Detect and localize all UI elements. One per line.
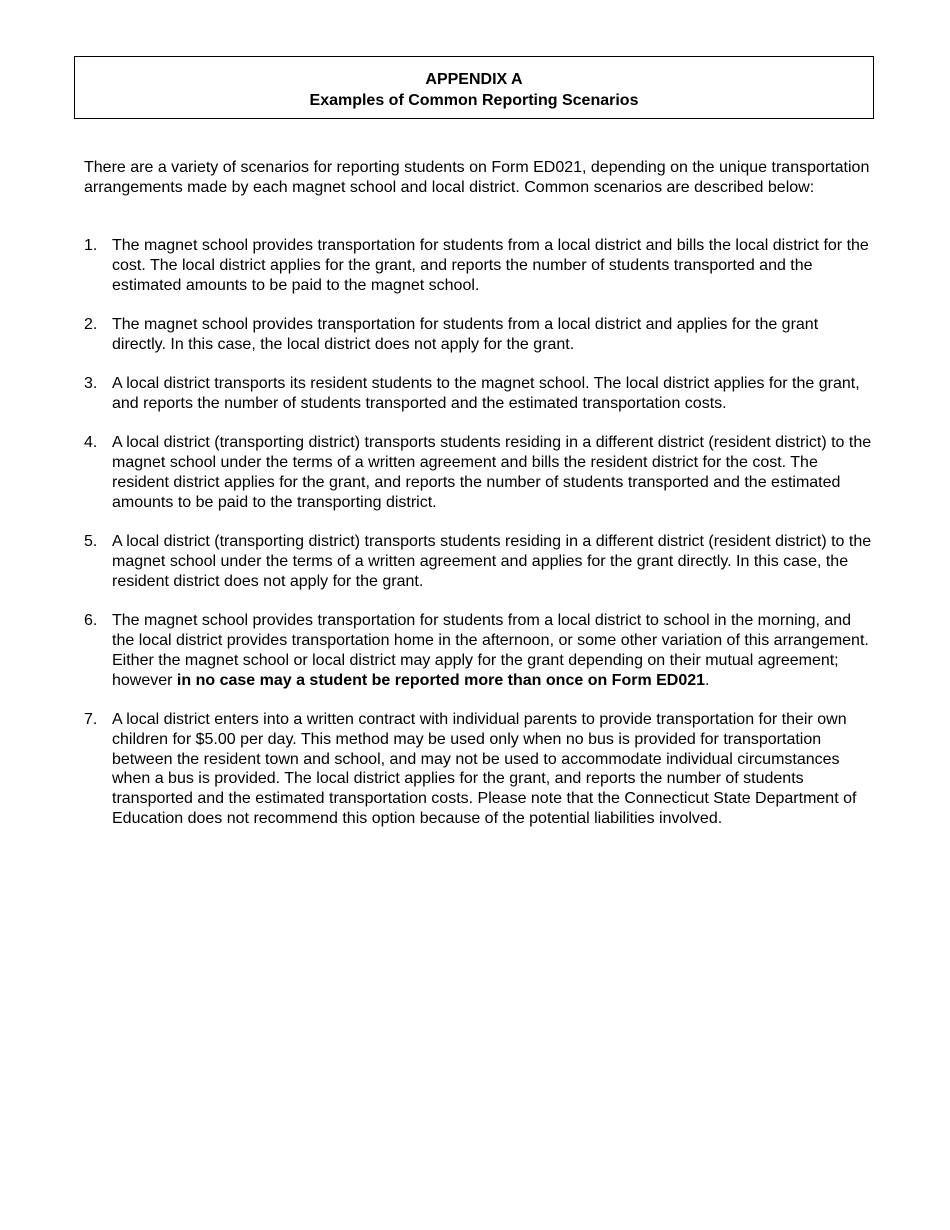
scenario-number: 5. bbox=[84, 533, 98, 551]
scenario-number: 1. bbox=[84, 237, 98, 254]
intro-paragraph: There are a variety of scenarios for reporting students on Form ED021, depending on the unique transportation arrangements made by each magnet school and local district. Common scenarios are described below: bbox=[84, 159, 870, 196]
scenario-text: A local district transports its resident students to the magnet school. The local district applies for the grant, and reports the number of students transported and the estimated transportation costs. bbox=[112, 375, 860, 412]
scenario-number: 4. bbox=[84, 434, 98, 452]
scenario-number: 2. bbox=[84, 315, 98, 333]
scenario-item-3 bbox=[84, 374, 876, 414]
scenario-item-2 bbox=[84, 315, 876, 355]
scenario-number: 3. bbox=[84, 375, 98, 393]
scenario-bold-warning: in no case may a student be reported more than once on Form ED021 bbox=[176, 671, 706, 689]
appendix-subtitle: Examples of Common Reporting Scenarios bbox=[309, 92, 639, 109]
scenario-item-6 bbox=[84, 611, 876, 690]
scenario-item-4 bbox=[84, 433, 876, 512]
scenario-text: A local district (transporting district) transports students residing in a different district (resident district) to the magnet school under the terms of a written agreement and applies for the grant directly. In this case, the resident district does not apply for the grant. bbox=[112, 533, 872, 590]
appendix-title: APPENDIX A bbox=[425, 71, 523, 88]
scenario-text: A local district enters into a written contract with individual parents to provide transportation for their own children for $5.00 per day. This method may be used only when no bus is provided for transportation between the resident town and school, and may not be used to accommodate individual circumstances when a bus is provided. The local district applies for the grant, and reports the number of students transported and the estimated transportation costs. Please note that the Connecticut State Department of Education does not recommend this option because of the potential liabilities involved. bbox=[112, 710, 857, 827]
scenario-number: 7. bbox=[84, 710, 98, 728]
scenario-text: The magnet school provides transportation for students from a local district and applies for the grant directly. In this case, the local district does not apply for the grant. bbox=[112, 315, 819, 353]
scenario-text: The magnet school provides transportation for students from a local district to school in the morning, and the local district provides transportation home in the afternoon, or some other variation of this arrangement. Either the magnet school or local district may apply for the grant depending on their mutual agreement; however bbox=[112, 612, 869, 689]
scenario-list bbox=[84, 236, 876, 848]
scenario-text: The magnet school provides transportation for students from a local district and bills the local district for the cost. The local district applies for the grant, and reports the number of students transported and the estimated amounts to be paid to the magnet school. bbox=[112, 237, 869, 294]
scenario-item-1 bbox=[84, 236, 876, 295]
scenario-trailing-period: . bbox=[705, 671, 710, 689]
scenario-text: A local district (transporting district) transports students residing in a different district (resident district) to the magnet school under the terms of a written agreement and bills the resident district for the cost. The resident district applies for the grant, and reports the number of students transported and the estimated amounts to be paid to the transporting district. bbox=[112, 434, 872, 511]
appendix-header-box bbox=[74, 56, 874, 119]
scenario-number: 6. bbox=[84, 612, 98, 630]
scenario-item-7 bbox=[84, 710, 876, 829]
scenario-item-5 bbox=[84, 532, 876, 591]
